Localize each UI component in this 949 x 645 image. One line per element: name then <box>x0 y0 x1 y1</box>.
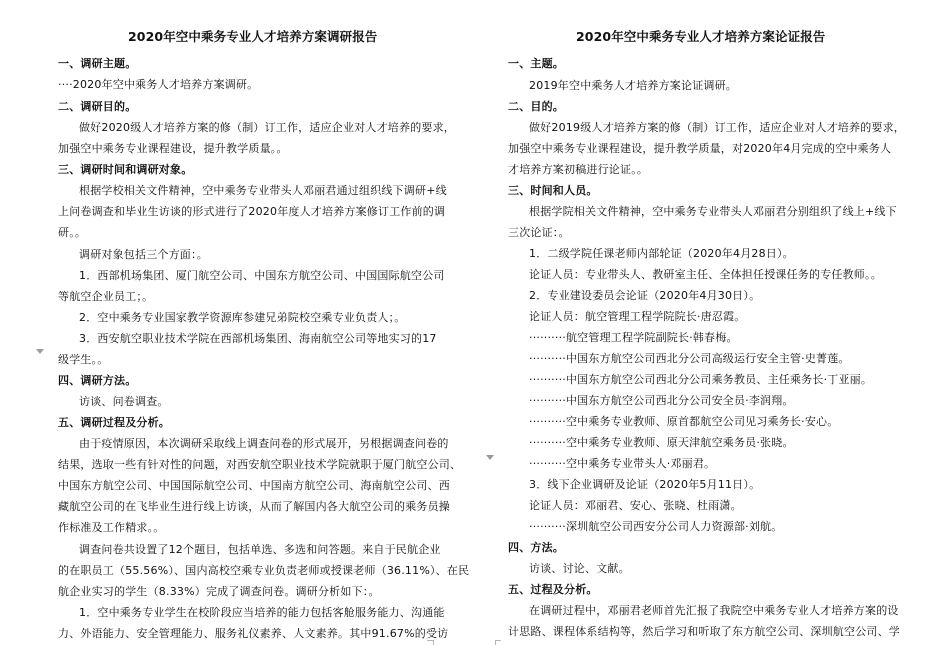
paragraph-line: 加强空中乘务专业课程建设，提升教学质量。。 <box>58 142 288 155</box>
paragraph-line: 调查问卷共设置了12个题目，包括单选、多选和问答题。来自于民航企业 <box>79 543 441 556</box>
paragraph-line: 藏航空公司的在飞毕业生进行线上访谈，从而了解国内各大航空公司的乘务员操 <box>58 500 450 513</box>
paragraph-line: 做好2020级人才培养方案的修（制）订工作，适应企业对人才培养的要求， <box>79 121 455 134</box>
section-heading: 三、时间和人员。 <box>508 184 598 197</box>
paragraph-line: 三次论证：。 <box>508 226 570 239</box>
paragraph-line: ··········中国东方航空公司西北分公司乘务教员、主任乘务长·丁亚丽。 <box>529 373 873 386</box>
paragraph-line: 访谈、问卷调查。 <box>79 395 169 408</box>
section-heading: 四、方法。 <box>508 541 564 554</box>
list-item: 1．二级学院任课老师内部轮证（2020年4月28日）。 <box>529 247 794 260</box>
list-item: 级学生。。 <box>58 353 109 366</box>
page-title: 2020年空中乘务专业人才培养方案调研报告 <box>128 29 378 44</box>
paragraph-line: ····2020年空中乘务人才培养方案调研。 <box>58 78 259 91</box>
paragraph-line: 中国东方航空公司、中国国际航空公司、中国南方航空公司、海南航空公司、西 <box>58 479 450 492</box>
list-item: 2．专业建设委员会论证（2020年4月30日）。 <box>529 289 761 302</box>
section-heading: 一、主题。 <box>508 57 564 70</box>
paragraph-line: 1．空中乘务专业学生在校阶段应当培养的能力包括客舱服务能力、沟通能 <box>79 606 445 619</box>
paragraph-line: 研。。 <box>58 226 87 239</box>
list-item: 等航空企业员工；。 <box>58 290 154 303</box>
section-heading: 三、调研时间和调研对象。 <box>58 163 193 176</box>
paragraph-line: 调研对象包括三个方面：。 <box>79 248 208 261</box>
section-heading: 五、过程及分析。 <box>508 583 598 596</box>
paragraph-line: 论证人员：航空管理工程学院院长·唐忍霞。 <box>529 310 746 323</box>
paragraph-line: 在调研过程中，邓丽君老师首先汇报了我院空中乘务专业人才培养方案的设 <box>529 604 899 617</box>
paragraph-line: 计思路、课程体系结构等，然后学习和听取了东方航空公司、深圳航空公司、学 <box>508 625 900 638</box>
paragraph-line: 航企业实习的学生（8.33%）完成了调查问卷。调研分析如下：。 <box>58 585 380 598</box>
list-item: 1．西部机场集团、厦门航空公司、中国东方航空公司、中国国际航空公司 <box>79 269 445 282</box>
gutter-arrow-icon <box>36 349 44 354</box>
paragraph-line: ··········中国东方航空公司西北分公司安全员·李润翔。 <box>529 394 794 407</box>
paragraph-line: 上问卷调查和毕业生访谈的形式进行了2020年度人才培养方案修订工作前的调 <box>58 205 446 218</box>
paragraph-line: ··········空中乘务专业带头人·邓丽君。 <box>529 457 716 470</box>
section-heading: 二、调研目的。 <box>58 100 137 113</box>
paragraph-line: 做好2019级人才培养方案的修（制）订工作，适应企业对人才培养的要求， <box>529 121 905 134</box>
paragraph-line: 根据学校相关文件精神，空中乘务专业带头人邓丽君通过组织线下调研+线 <box>79 184 447 197</box>
paragraph-line: 加强空中乘务专业课程建设，提升教学质量，对2020年4月完成的空中乘务人 <box>508 142 892 155</box>
section-heading: 五、调研过程及分析。 <box>58 416 170 429</box>
paragraph-line: 的在职员工（55.56%）、国内高校空乘专业负责老师或授课老师（36.11%）、在民 <box>58 564 470 577</box>
paragraph-line: 论证人员：邓丽君、安心、张晓、杜雨潇。 <box>529 499 742 512</box>
paragraph-line: 才培养方案初稿进行论证。。 <box>508 163 649 176</box>
paragraph-line: 2019年空中乘务人才培养方案论证调研。 <box>529 79 737 92</box>
list-item: 3．西安航空职业技术学院在西部机场集团、海南航空公司等地实习的17 <box>79 332 437 345</box>
paragraph-line: 访谈、讨论、文献。 <box>529 562 630 575</box>
gutter-arrow-icon <box>486 455 494 460</box>
page-title: 2020年空中乘务专业人才培养方案论证报告 <box>576 29 826 44</box>
paragraph-line: ··········中国东方航空公司西北分公司高级运行安全主管·史菁莲。 <box>529 352 850 365</box>
section-heading: 一、调研主题。 <box>58 57 137 70</box>
paragraph-line: 作标准及工作精求。。 <box>58 521 165 534</box>
section-heading: 二、目的。 <box>508 100 564 113</box>
crop-mark-icon <box>495 640 496 645</box>
list-item: 3．线下企业调研及论证（2020年5月11日）。 <box>529 478 761 491</box>
section-heading: 四、调研方法。 <box>58 374 137 387</box>
paragraph-line: ··········空中乘务专业教师、原天津航空乘务员·张晓。 <box>529 436 794 449</box>
paragraph-line: ··········航空管理工程学院副院长·韩春梅。 <box>529 331 738 344</box>
paragraph-line: 结果，选取一些有针对性的问题，对西安航空职业技术学院就职于厦门航空公司、 <box>58 458 462 471</box>
paragraph-line: 由于疫情原因，本次调研采取线上调查问卷的形式展开，另根据调查问卷的 <box>79 437 449 450</box>
paragraph-line: 论证人员：专业带头人、教研室主任、全体担任授课任务的专任教师。。 <box>529 268 882 281</box>
paragraph-line: ··········深圳航空公司西安分公司人力资源部·刘航。 <box>529 520 783 533</box>
list-item: 2．空中乘务专业国家教学资源库参建兄弟院校空乘专业负责人；。 <box>79 311 406 324</box>
paragraph-line: ··········空中乘务专业教师、原首都航空公司见习乘务长·安心。 <box>529 415 839 428</box>
paragraph-line: 根据学院相关文件精神，空中乘务专业带头人邓丽君分别组织了线上+线下 <box>529 205 897 218</box>
paragraph-line: 力、外语能力、安全管理能力、服务礼仪素养、人文素养。其中91.67%的受访 <box>58 627 449 640</box>
crop-mark-icon <box>433 640 434 645</box>
